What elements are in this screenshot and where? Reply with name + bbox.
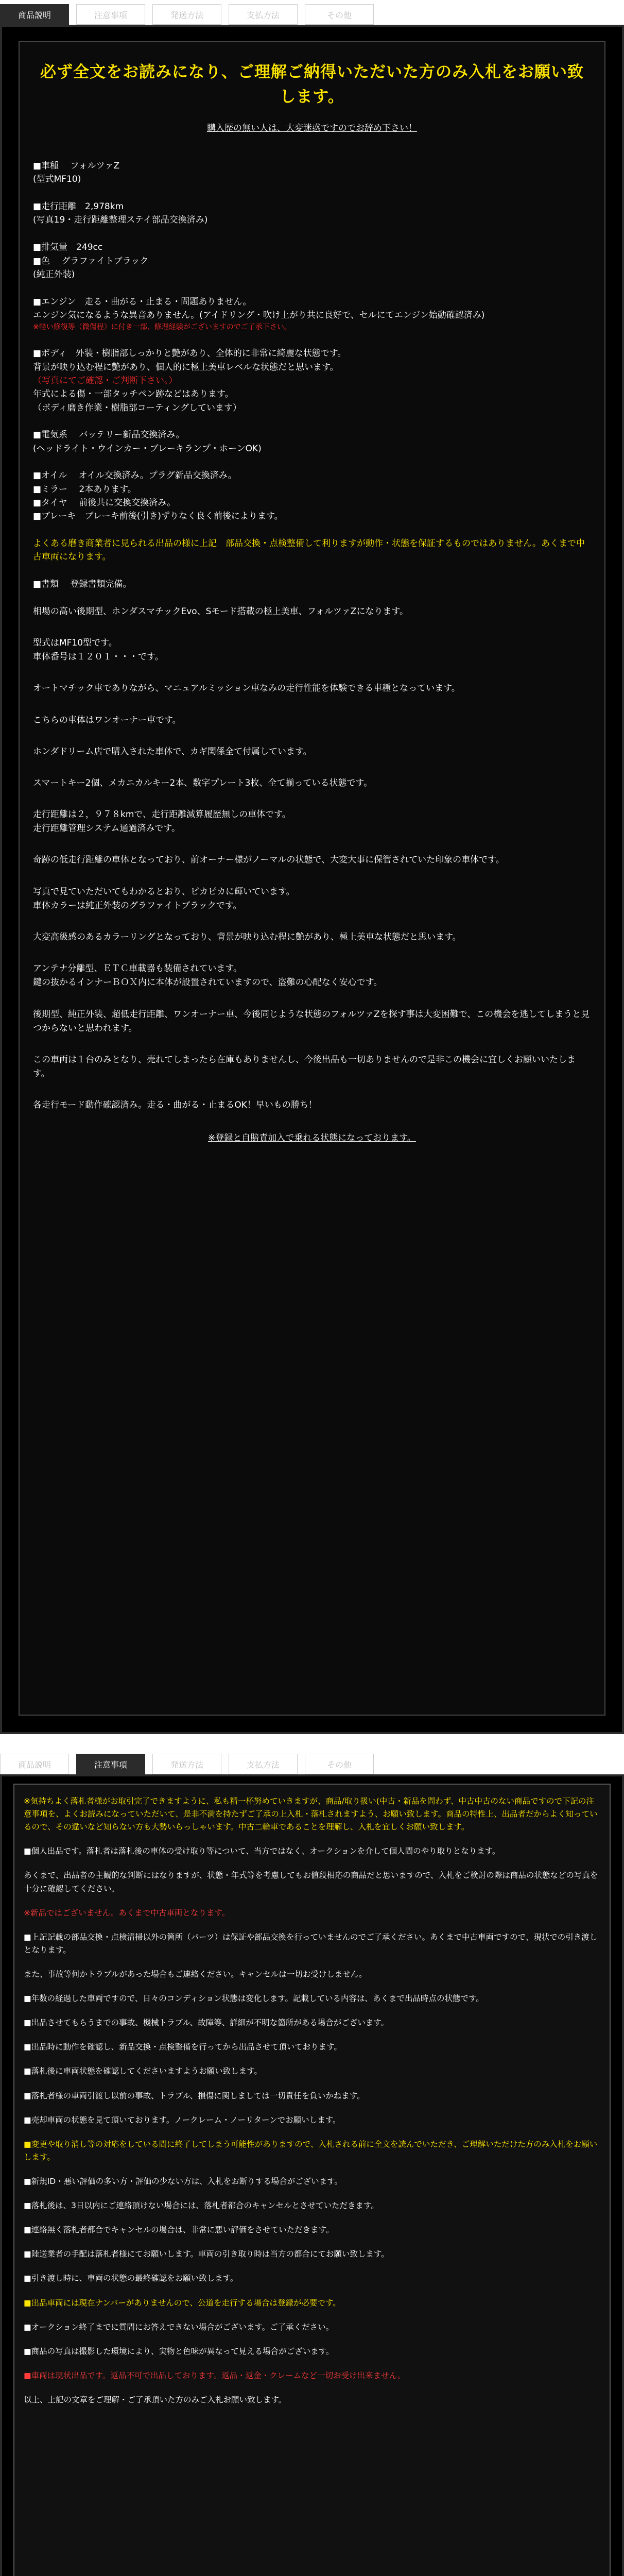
tab-product[interactable]: 商品説明	[0, 1754, 69, 1774]
paragraph: 大変高級感のあるカラーリングとなっており、背景が映り込む程に艶があり、極上美車な状態だと思います。	[33, 932, 461, 943]
paragraph: 走行距離は２，９７８kmで、走行距離減算履歴無しの車体です。 走行距離管理システム通過済みです。	[33, 809, 291, 834]
spec-line: (写真19・走行距離整理ステイ部品交換済み)	[33, 215, 208, 226]
note-item: ■変更や取り消し等の対応をしている間に終了してしまう可能性がありますので、入札される前に全文を読んでいただき、ご理解いただけた方のみ入札をお願いします。	[24, 2139, 598, 2162]
spec-line: ■車種 フォルツァZ	[33, 161, 120, 172]
body-line-note: （写真にてご確認・ご判断下さい。）	[33, 375, 178, 386]
spec-line: ■走行距離 2,978km	[33, 201, 124, 212]
notes-panel	[0, 1774, 624, 2576]
note-item: ■車両は現状出品です。返品不可で出品しております。返品・返金・クレームなど一切お受け出来ません。	[24, 2370, 406, 2380]
notes-list	[13, 1784, 611, 2576]
registration-line: ■書類 登録書類完備。	[33, 579, 132, 590]
tab-other[interactable]: その他	[305, 4, 374, 25]
note-item: また、事故等何かトラブルがあった場合もご連絡ください。キャンセルは一切お受けしません。	[24, 1969, 367, 1979]
note-item: ■引き渡し時に、車両の状態の最終確認をお願い致します。	[24, 2274, 238, 2283]
paragraph: スマートキー2個、メカニカルキー2本、数字プレート3枚、全て揃っている状態です。	[33, 777, 373, 788]
paragraph: ホンダドリーム店で購入された車体で、カギ関係全て付属しています。	[33, 746, 312, 757]
tab-notes[interactable]: 注意事項	[76, 4, 145, 25]
tab-shipping[interactable]: 発送方法	[152, 4, 221, 25]
mirror-line: ■ミラー 2本あります。	[33, 484, 136, 495]
body-line: 年式による傷・一部タッチペン跡などはあります。	[33, 389, 234, 400]
notes-section	[0, 1750, 624, 2576]
tire-line: ■タイヤ 前後共に交換交換済み。	[33, 498, 176, 509]
warning-yellow: よくある磨き商業者に見られる出品の様に上記 部品交換・点検整備して利りますが動作・状態を保証するものではありません。あくまで中古車両になります。	[33, 538, 585, 563]
spec-line: (純正外装)	[33, 269, 75, 280]
note-item: ■売却車両の状態を見て頂いております。ノークレーム・ノーリターンでお願いします。	[24, 2115, 341, 2125]
spec-line: (型式MF10)	[33, 174, 81, 185]
brake-line: ■ブレーキ ブレーキ前後(引き)ずりなく良く前後によります。	[33, 511, 283, 522]
product-description	[19, 41, 605, 1716]
paragraphs	[33, 605, 591, 1113]
note-item: ■上記記載の部品交換・点検清掃以外の箇所（パーツ）は保証や部品交換を行っていませんのでご了承ください。あくまで中古車両ですので、現状での引き渡しとなります。	[24, 1932, 598, 1955]
note-item: ■落札者様の車両引渡し以前の事故、トラブル、損傷に関しましては一切責任を負いかねます。	[24, 2091, 365, 2100]
tab-shipping[interactable]: 発送方法	[152, 1754, 221, 1774]
paragraph: 写真で見ていただいてもわかるとおり、ピカピカに輝いています。 車体カラーは純正外装のグラファイトブラックです。	[33, 886, 295, 911]
tab-notes[interactable]: 注意事項	[76, 1754, 145, 1774]
note-item: ※新品ではございません。あくまで中古車両となります。	[24, 1908, 230, 1918]
tab-bar-2	[0, 1750, 624, 1774]
note-item: ■商品の写真は撮影した環境により、実物と色味が異なって見える場合がございます。	[24, 2346, 334, 2356]
note-item: ■連絡無く落札者都合でキャンセルの場合は、非常に悪い評価をさせていただきます。	[24, 2225, 334, 2235]
engine-line-2: エンジン気になるような異音ありません。(アイドリング・吹け上がり共に良好で、セルにてエンジン始動確認済み)	[33, 310, 485, 320]
tab-payment[interactable]: 支払方法	[229, 1754, 298, 1774]
title-subtext: 購入歴の無い人は、大変迷惑ですのでお辞め下さい！	[207, 123, 417, 134]
end-note: ※登録と自賠責加入で乗れる状態になっております。	[208, 1132, 416, 1143]
paragraph: 相場の高い後期型、ホンダスマチックEvo、Sモード搭載の極上美車、フォルツァZになります。	[33, 606, 409, 617]
tab-product[interactable]: 商品説明	[0, 4, 69, 25]
oil-line: ■オイル オイル交換済み。プラグ新品交換済み。	[33, 470, 237, 481]
note-item: ■オークション終了までに質問にお答えできない場合がございます。ご了承ください。	[24, 2322, 334, 2332]
engine-line: ■エンジン 走る・曲がる・止まる・問題ありません。	[33, 296, 252, 307]
note-item: ■落札後に車両状態を確認してくださいますようお願い致します。	[24, 2066, 262, 2076]
note-item: ■出品車両には現在ナンバーがありませんので、公道を走行する場合は登録が必要です。	[24, 2298, 341, 2308]
note-item: ■陸送業者の手配は落札者様にてお願いします。車両の引き取り時は当方の都合にてお願い致します。	[24, 2249, 389, 2259]
electric-line: ■電気系 バッテリー新品交換済み。	[33, 430, 185, 440]
spec-block	[33, 159, 591, 605]
body-line: （ボディ磨き作業・樹脂部コーティングしています）	[33, 402, 241, 413]
note-item: あくまで、出品者の主観的な判断にはなりますが、状態・年式等を考慮してもお値段相応の商品だと思いますので、入札をご検討の際は商品の状態などの写真を十分に確認してください。	[24, 1871, 598, 1893]
tab-other[interactable]: その他	[305, 1754, 374, 1774]
note-item: ■年数の経過した車両ですので、日々のコンディション状態は変化します。記載している内容は、あくまで出品時点の状態です。	[24, 1994, 484, 2004]
tab-payment[interactable]: 支払方法	[229, 4, 298, 25]
note-item: ■出品させてもらうまでの事故、機械トラブル、故障等、詳細が不明な箇所がある場合がございます。	[24, 2018, 389, 2028]
product-panel	[0, 25, 624, 1734]
note-item: ※気持ちよく落札者様がお取引完了できますように、私も精一杯努めていきますが、商品/取り扱い(中古・新品を問わず、中古中古のない商品ですので下記の注意事項を、よくお読みになっていただいて、是非不満を持たずご了承の上入札・落札されますよう、お願い致します。商品の特性上、出品者だからよく知っているので、その違いなど知らない方も大勢いらっしゃいます。中古二輪車であることを理解し、入札を宜しくお願い致します。	[24, 1797, 598, 1832]
tab-bar-1	[0, 0, 624, 25]
spec-line: ■排気量 249cc	[33, 242, 103, 253]
paragraph: 奇跡の低走行距離の車体となっており、前オーナー様がノーマルの状態で、大変大事に保管されていた印象の車体です。	[33, 855, 505, 866]
paragraph: アンテナ分離型、ＥＴＣ車載器も装備されています。 鍵の抜かるインナーＢＯＸ内に本体が設置されていますので、盗難の心配なく安心です。	[33, 963, 383, 988]
note-item: ■出品時に動作を確認し、新品交換・点検整備を行ってから出品させて頂いております。	[24, 2042, 342, 2052]
note-item: ■新規ID・悪い評価の多い方・評価の少ない方は、入札をお断りする場合がございます。	[24, 2176, 342, 2186]
paragraph: この車両は１台のみとなり、売れてしまったら在庫もありませんし、今後出品も一切ありませんので是非この機会に宜しくお願いいたします。	[33, 1054, 576, 1079]
paragraph: 各走行モード動作確認済み。走る・曲がる・止まるOK！早いもの勝ち！	[33, 1100, 317, 1111]
note-item: ■個人出品です。落札者は落札後の車体の受け取り等について、当方ではなく、オークションを介して個人間のやり取りとなります。	[24, 1846, 500, 1856]
note-item: 以上、上記の文章をご理解・ご了承頂いた方のみご入札お願い致します。	[24, 2395, 287, 2404]
page-title: 必ず全文をお読みになり、ご理解ご納得いただいた方のみ入札をお願い致します。	[40, 63, 584, 107]
paragraph: 後期型、純正外装、超低走行距離、ワンオーナー車、今後同じような状態のフォルツァZを探す事は大変困難で、この機会を逃してしまうと見つからないと思われます。	[33, 1009, 590, 1033]
paragraph: こちらの車体はワンオーナー車です。	[33, 715, 181, 725]
body-line: ■ボディ 外装・樹脂部しっかりと艶があり、全体的に非常に綺麗な状態です。	[33, 348, 346, 359]
paragraph: オートマチック車でありながら、マニュアルミッション車なみの走行性能を体験できる車種となっています。	[33, 683, 460, 694]
engine-note: ※軽い修復等（微傷程）に付き一部、修理経験がございますのでご了承下さい。	[33, 323, 291, 332]
paragraph: 型式はMF10型です。 車体番号は１２０１・・・です。	[33, 637, 164, 663]
spec-line: ■色 グラファイトブラック	[33, 256, 149, 266]
electric-line: (ヘッドライト・ウインカー・ブレーキランプ・ホーンOK)	[33, 443, 262, 454]
note-item: ■落札後は、3日以内にご連絡頂けない場合には、落札者都合のキャンセルとさせていただきます。	[24, 2201, 379, 2211]
body-line: 背景が映り込む程に艶があり、個人的に極上美車レベルな状態だと思います。	[33, 362, 339, 372]
